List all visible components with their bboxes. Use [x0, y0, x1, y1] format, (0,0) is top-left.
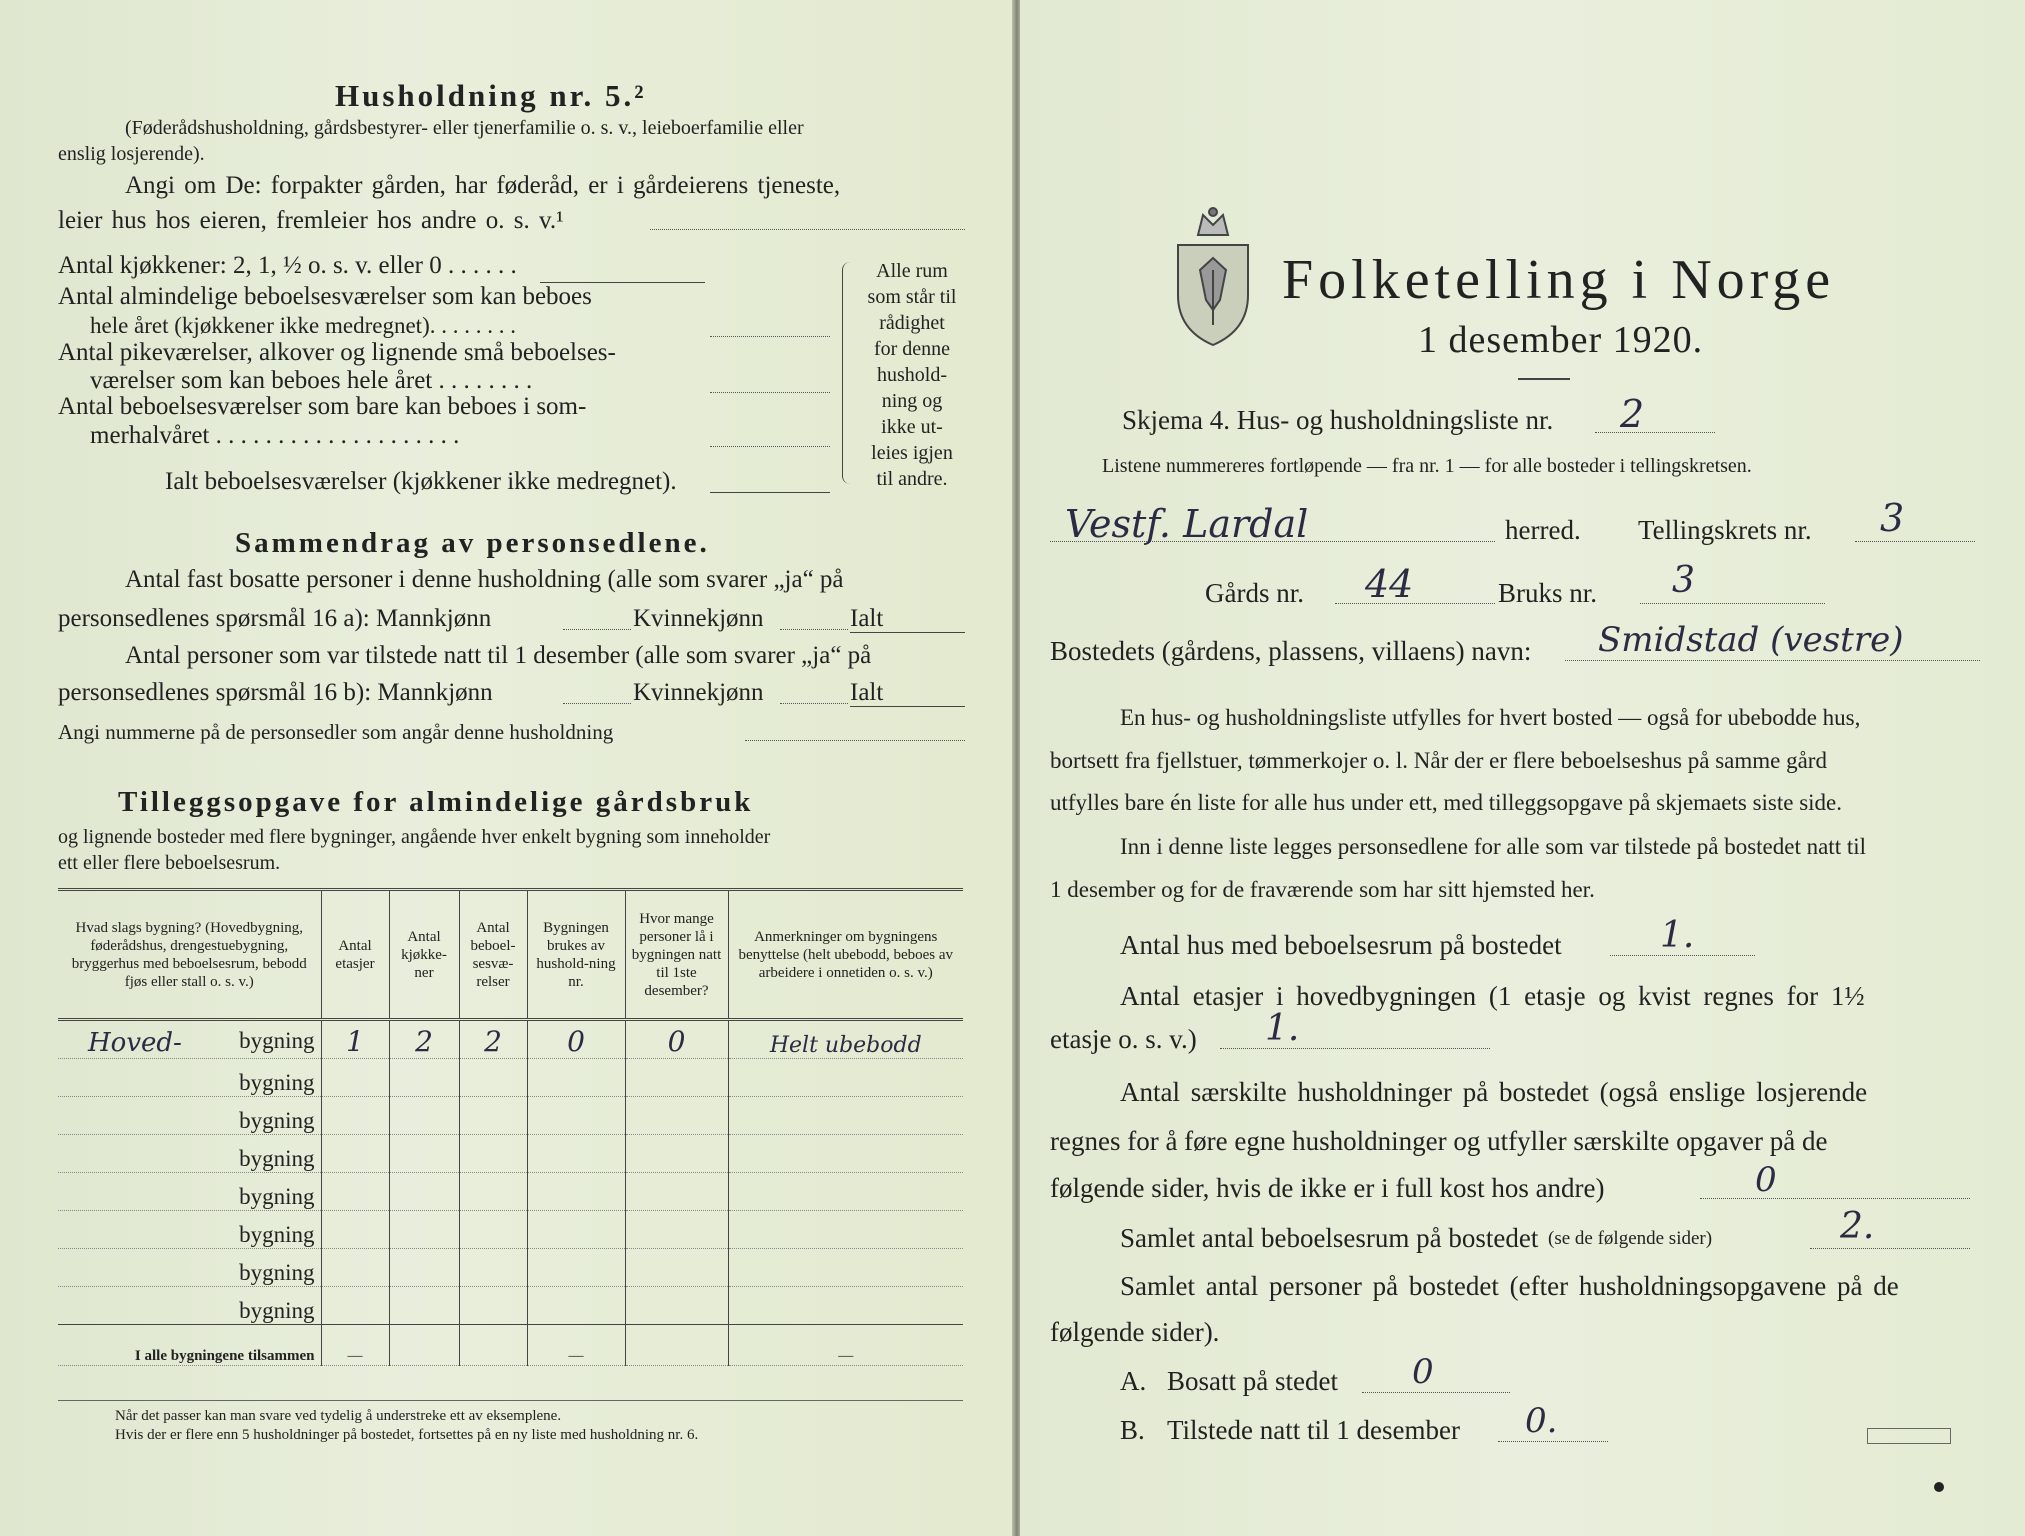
cell-anmerkning — [728, 1135, 963, 1173]
total-cell — [459, 1325, 527, 1366]
maid-rooms-label-line1: Antal pikeværelser, alkover og lignende små beboelses- — [58, 339, 616, 366]
rooms-answer-line — [710, 336, 830, 337]
cell-vaerelser — [459, 1287, 527, 1325]
para2-line1: Inn i denne liste legges personsedlene for alle som var tilstede på bostedet natt til — [1120, 834, 1867, 859]
table-total-row — [58, 1325, 963, 1366]
side-note-line: hushold- — [877, 364, 947, 386]
side-note-line: ikke ut- — [881, 416, 943, 438]
cell-vaerelser — [459, 1059, 527, 1097]
summary-a-line1: Antal fast bosatte personer i denne husholdning (alle som svarer „ja“ på — [125, 566, 844, 593]
cell-vaerelser — [459, 1135, 527, 1173]
bosted-answer-line — [1565, 660, 1980, 661]
right-page — [1020, 0, 2025, 1536]
cell-kjokkener — [389, 1173, 459, 1211]
cell-personer — [625, 1135, 728, 1173]
cell-kjokkener — [389, 1287, 459, 1325]
summary-title: Sammendrag av personsedlene. — [235, 527, 710, 559]
side-note-line: Alle rum — [876, 260, 948, 282]
cell-etasjer — [321, 1135, 389, 1173]
schema-answer-line — [1595, 432, 1715, 433]
building-word: bygning — [239, 1298, 315, 1323]
header-remarks: Anmerkninger om bygningens benyttelse (helt ubebodd, beboes av arbeidere i onnetiden o. s. v.) — [728, 890, 963, 1020]
building-type-cell — [58, 1287, 321, 1325]
summer-rooms-label-line2: merhalvåret . . . . . . . . . . . . . . . . . . . . — [90, 422, 460, 449]
numbers-label: Angi nummerne på de personsedler som angår denne husholdning — [58, 720, 614, 744]
summary-a-line2: personsedlenes spørsmål 16 a): Mannkjønn — [58, 605, 492, 632]
maid-rooms-label-line2: værelser som kan beboes hele året . . . . . . . . — [90, 367, 533, 394]
building-type-cell — [58, 1020, 321, 1059]
building-table — [58, 888, 963, 1366]
instruction-line1: Angi om De: forpakter gården, har føderåd, er i gårdeierens tjeneste, — [125, 172, 841, 199]
gards-answer-line — [1335, 603, 1495, 604]
building-word: bygning — [239, 1184, 315, 1209]
table-row — [58, 1097, 963, 1135]
ink-dot — [1934, 1482, 1944, 1492]
summary-a-total-label: Ialt — [850, 605, 884, 632]
bosatt-letter: A. — [1120, 1366, 1147, 1396]
floors-value: 1. — [1265, 1008, 1300, 1049]
persons-line1: Samlet antal personer på bostedet (efter husholdningsopgavene på de — [1120, 1271, 1899, 1301]
floors-answer-line — [1220, 1048, 1490, 1049]
household-note-line2: enslig losjerende). — [58, 143, 205, 165]
building-type-cell — [58, 1135, 321, 1173]
side-note-line: til andre. — [876, 468, 948, 490]
cell-husholdning: 0 — [527, 1020, 625, 1059]
footnote-divider — [58, 1400, 963, 1401]
side-note-line: ning og — [881, 390, 943, 412]
cell-husholdning — [527, 1249, 625, 1287]
cell-anmerkning — [728, 1059, 963, 1097]
houses-label: Antal hus med beboelsesrum på bostedet — [1120, 930, 1562, 960]
header-building-type: Hvad slags bygning? (Hovedbygning, føderådshus, drengestuebygning, bryggerhus med beboelsesrum, bebodd fjøs eller stall o. s. v.) — [71, 919, 307, 990]
cell-vaerelser — [459, 1097, 527, 1135]
building-word: bygning — [239, 1146, 315, 1171]
summary-b-total-label: Ialt — [850, 679, 884, 706]
bruks-label: Bruks nr. — [1498, 578, 1598, 608]
summary-a-male-line — [563, 629, 631, 630]
total-cell: — — [527, 1325, 625, 1366]
summary-b-line2: personsedlenes spørsmål 16 b): Mannkjønn — [58, 679, 493, 706]
cell-etasjer — [321, 1211, 389, 1249]
summary-a-total-line — [850, 632, 965, 633]
gards-value: 44 — [1365, 562, 1414, 606]
total-cell: — — [728, 1325, 963, 1366]
cell-vaerelser — [459, 1211, 527, 1249]
side-note-line: leies igjen — [871, 442, 953, 464]
floors-line2: etasje o. s. v.) — [1050, 1024, 1197, 1054]
cell-kjokkener — [389, 1249, 459, 1287]
building-type-value: Hoved- — [88, 1028, 182, 1058]
schema-label: Skjema 4. Hus- og husholdningsliste nr. — [1122, 405, 1554, 435]
tilstede-answer-line — [1498, 1441, 1608, 1442]
bosatt-value: 0 — [1412, 1352, 1434, 1392]
header-floors: Antal etasjer — [321, 890, 389, 1020]
bosatt-answer-line — [1362, 1392, 1510, 1393]
header-kitchens: Antal kjøkke-ner — [389, 890, 459, 1020]
cell-anmerkning — [728, 1287, 963, 1325]
cell-kjokkener — [389, 1211, 459, 1249]
cell-vaerelser: 2 — [459, 1020, 527, 1059]
cell-personer — [625, 1249, 728, 1287]
table-row — [58, 1211, 963, 1249]
cell-husholdning — [527, 1059, 625, 1097]
cell-anmerkning — [728, 1097, 963, 1135]
households-line2: regnes for å føre egne husholdninger og utfyller særskilte opgaver på de — [1050, 1126, 1828, 1156]
households-value: 0 — [1755, 1160, 1777, 1200]
printer-stamp — [1867, 1428, 1951, 1444]
rooms-value: 2. — [1840, 1206, 1875, 1247]
footnote-line2: Hvis der er flere enn 5 husholdninger på bostedet, fortsettes på en ny liste med husholdning nr. 6. — [115, 1427, 699, 1443]
gards-label: Gårds nr. — [1205, 578, 1304, 608]
herred-label: herred. — [1505, 515, 1581, 545]
building-type-cell — [58, 1249, 321, 1287]
para1-line2: bortsett fra fjellstuer, tømmerkojer o. l. Når der er flere beboelseshus på samme gård — [1050, 748, 1827, 773]
summary-b-male-line — [563, 703, 631, 704]
total-cell — [625, 1325, 728, 1366]
cell-personer — [625, 1173, 728, 1211]
building-type-cell — [58, 1059, 321, 1097]
supplement-title: Tilleggsopgave for almindelige gårdsbruk — [118, 786, 754, 818]
total-cell: — — [321, 1325, 389, 1366]
cell-vaerelser — [459, 1173, 527, 1211]
cell-husholdning — [527, 1097, 625, 1135]
tilstede-letter: B. — [1120, 1415, 1145, 1445]
title-ornament — [1518, 378, 1570, 380]
cell-husholdning — [527, 1173, 625, 1211]
total-label: I alle bygningene tilsammen — [58, 1325, 321, 1366]
bosatt-label: Bosatt på stedet — [1167, 1366, 1338, 1396]
household-title: Husholdning nr. 5.² — [335, 78, 647, 113]
summary-b-total-line — [850, 706, 965, 707]
cell-personer — [625, 1211, 728, 1249]
instruction-line2: leier hus hos eieren, fremleier hos andre o. s. v.¹ — [58, 207, 564, 234]
cell-etasjer — [321, 1059, 389, 1097]
kitchens-label: Antal kjøkkener: 2, 1, ½ o. s. v. eller 0 . . . . . . — [58, 252, 517, 279]
summer-rooms-label-line1: Antal beboelsesværelser som bare kan beboes i som- — [58, 393, 587, 420]
total-cell — [389, 1325, 459, 1366]
households-line3: følgende sider, hvis de ikke er i full kost hos andre) — [1050, 1173, 1605, 1203]
cell-vaerelser — [459, 1249, 527, 1287]
table-row — [58, 1173, 963, 1211]
side-note-line: som står til — [867, 286, 957, 308]
table-row — [58, 1059, 963, 1097]
tellingskrets-value: 3 — [1880, 496, 1905, 540]
instruction-answer-line — [650, 229, 965, 230]
building-type-cell — [58, 1097, 321, 1135]
cell-etasjer — [321, 1097, 389, 1135]
cell-etasjer — [321, 1249, 389, 1287]
summary-b-female-label: Kvinnekjønn — [633, 679, 764, 706]
bosted-label: Bostedets (gårdens, plassens, villaens) navn: — [1050, 636, 1532, 666]
persons-line2: følgende sider). — [1050, 1317, 1220, 1347]
header-rooms: Antal beboel-sesvæ-relser — [459, 890, 527, 1020]
cell-personer — [625, 1097, 728, 1135]
rooms-label-line2: hele året (kjøkkener ikke medregnet). . . . . . . . — [90, 313, 516, 338]
households-line1: Antal særskilte husholdninger på bostedet (også enslige losjerende — [1120, 1077, 1868, 1107]
building-word: bygning — [239, 1260, 315, 1285]
building-word: bygning — [239, 1070, 315, 1095]
rooms-note: (se de følgende sider) — [1548, 1228, 1713, 1249]
cell-anmerkning: Helt ubebodd — [728, 1020, 963, 1059]
cell-kjokkener: 2 — [389, 1020, 459, 1059]
tilstede-value: 0. — [1525, 1401, 1558, 1441]
cell-husholdning — [527, 1135, 625, 1173]
numbers-answer-line — [745, 740, 965, 741]
cell-kjokkener — [389, 1135, 459, 1173]
schema-value: 2 — [1620, 392, 1645, 436]
building-type-cell — [58, 1211, 321, 1249]
footnote-line1: Når det passer kan man svare ved tydelig å understreke ett av eksemplene. — [115, 1408, 562, 1424]
tellingskrets-answer-line — [1855, 541, 1975, 542]
table-header-row — [58, 890, 963, 1020]
main-title: Folketelling i Norge — [1282, 249, 1836, 311]
cell-etasjer: 1 — [321, 1020, 389, 1059]
total-rooms-label: Ialt beboelsesværelser (kjøkkener ikke medregnet). — [165, 468, 677, 495]
cell-etasjer — [321, 1287, 389, 1325]
herred-value: Vestf. Lardal — [1065, 502, 1309, 546]
cell-husholdning — [527, 1287, 625, 1325]
summary-a-female-line — [780, 629, 848, 630]
cell-personer — [625, 1059, 728, 1097]
para1-line3: utfylles bare én liste for alle hus under ett, med tilleggsopgave på skjemaets siste side. — [1050, 790, 1843, 815]
rooms-label-line1: Antal almindelige beboelsesværelser som kan beboes — [58, 283, 592, 310]
side-note-line: for denne — [873, 338, 951, 360]
total-rooms-answer-line — [710, 492, 830, 493]
household-note-line1: (Føderådshusholdning, gårdsbestyrer- eller tjenerfamilie o. s. v., leieboerfamilie eller — [125, 117, 804, 139]
rooms-label: Samlet antal beboelsesrum på bostedet — [1120, 1223, 1539, 1253]
supplement-sub-line1: og lignende bosteder med flere bygninger, angående hver enkelt bygning som inneholder — [58, 826, 771, 848]
cell-kjokkener — [389, 1059, 459, 1097]
header-household-no: Bygningen brukes av hushold-ning nr. — [527, 890, 625, 1020]
tellingskrets-label: Tellingskrets nr. — [1638, 515, 1812, 545]
maid-rooms-answer-line — [710, 392, 830, 393]
cell-anmerkning — [728, 1211, 963, 1249]
table-row — [58, 1249, 963, 1287]
table-row — [58, 1287, 963, 1325]
coat-of-arms-icon — [1168, 200, 1258, 350]
cell-anmerkning — [728, 1173, 963, 1211]
cell-etasjer — [321, 1173, 389, 1211]
census-date: 1 desember 1920. — [1418, 319, 1704, 361]
table-row — [58, 1135, 963, 1173]
side-note-line: rådighet — [879, 312, 945, 334]
cell-personer: 0 — [625, 1020, 728, 1059]
bosted-value: Smidstad (vestre) — [1598, 620, 1904, 660]
summary-b-female-line — [780, 703, 848, 704]
cell-personer — [625, 1287, 728, 1325]
para2-line2: 1 desember og for de fraværende som har sitt hjemsted her. — [1050, 877, 1595, 902]
summary-a-female-label: Kvinnekjønn — [633, 605, 764, 632]
bruks-value: 3 — [1672, 560, 1695, 601]
building-word: bygning — [239, 1108, 315, 1133]
cell-anmerkning — [728, 1249, 963, 1287]
tilstede-label: Tilstede natt til 1 desember — [1167, 1415, 1460, 1445]
numbering-note: Listene nummereres fortløpende — fra nr. 1 — for alle bosteder i tellingskretsen. — [1102, 455, 1752, 477]
summer-rooms-answer-line — [710, 446, 830, 447]
header-persons: Hvor mange personer lå i bygningen natt til 1ste desember? — [625, 890, 728, 1020]
para1-line1: En hus- og husholdningsliste utfylles for hvert bosted — også for ubebodde hus, — [1120, 705, 1861, 730]
side-note — [858, 258, 966, 492]
rooms-answer-line — [1810, 1248, 1970, 1249]
floors-line1: Antal etasjer i hovedbygningen (1 etasje og kvist regnes for 1½ — [1120, 981, 1865, 1011]
supplement-sub-line2: ett eller flere beboelsesrum. — [58, 852, 281, 874]
building-word: bygning — [239, 1028, 315, 1053]
side-note-brace — [842, 262, 853, 484]
table-row — [58, 1020, 963, 1059]
houses-value: 1. — [1660, 915, 1695, 956]
summary-b-line1: Antal personer som var tilstede natt til 1 desember (alle som svarer „ja“ på — [125, 642, 872, 669]
households-answer-line — [1700, 1198, 1970, 1199]
cell-husholdning — [527, 1211, 625, 1249]
building-word: bygning — [239, 1222, 315, 1247]
bruks-answer-line — [1640, 603, 1825, 604]
building-type-cell — [58, 1173, 321, 1211]
cell-kjokkener — [389, 1097, 459, 1135]
